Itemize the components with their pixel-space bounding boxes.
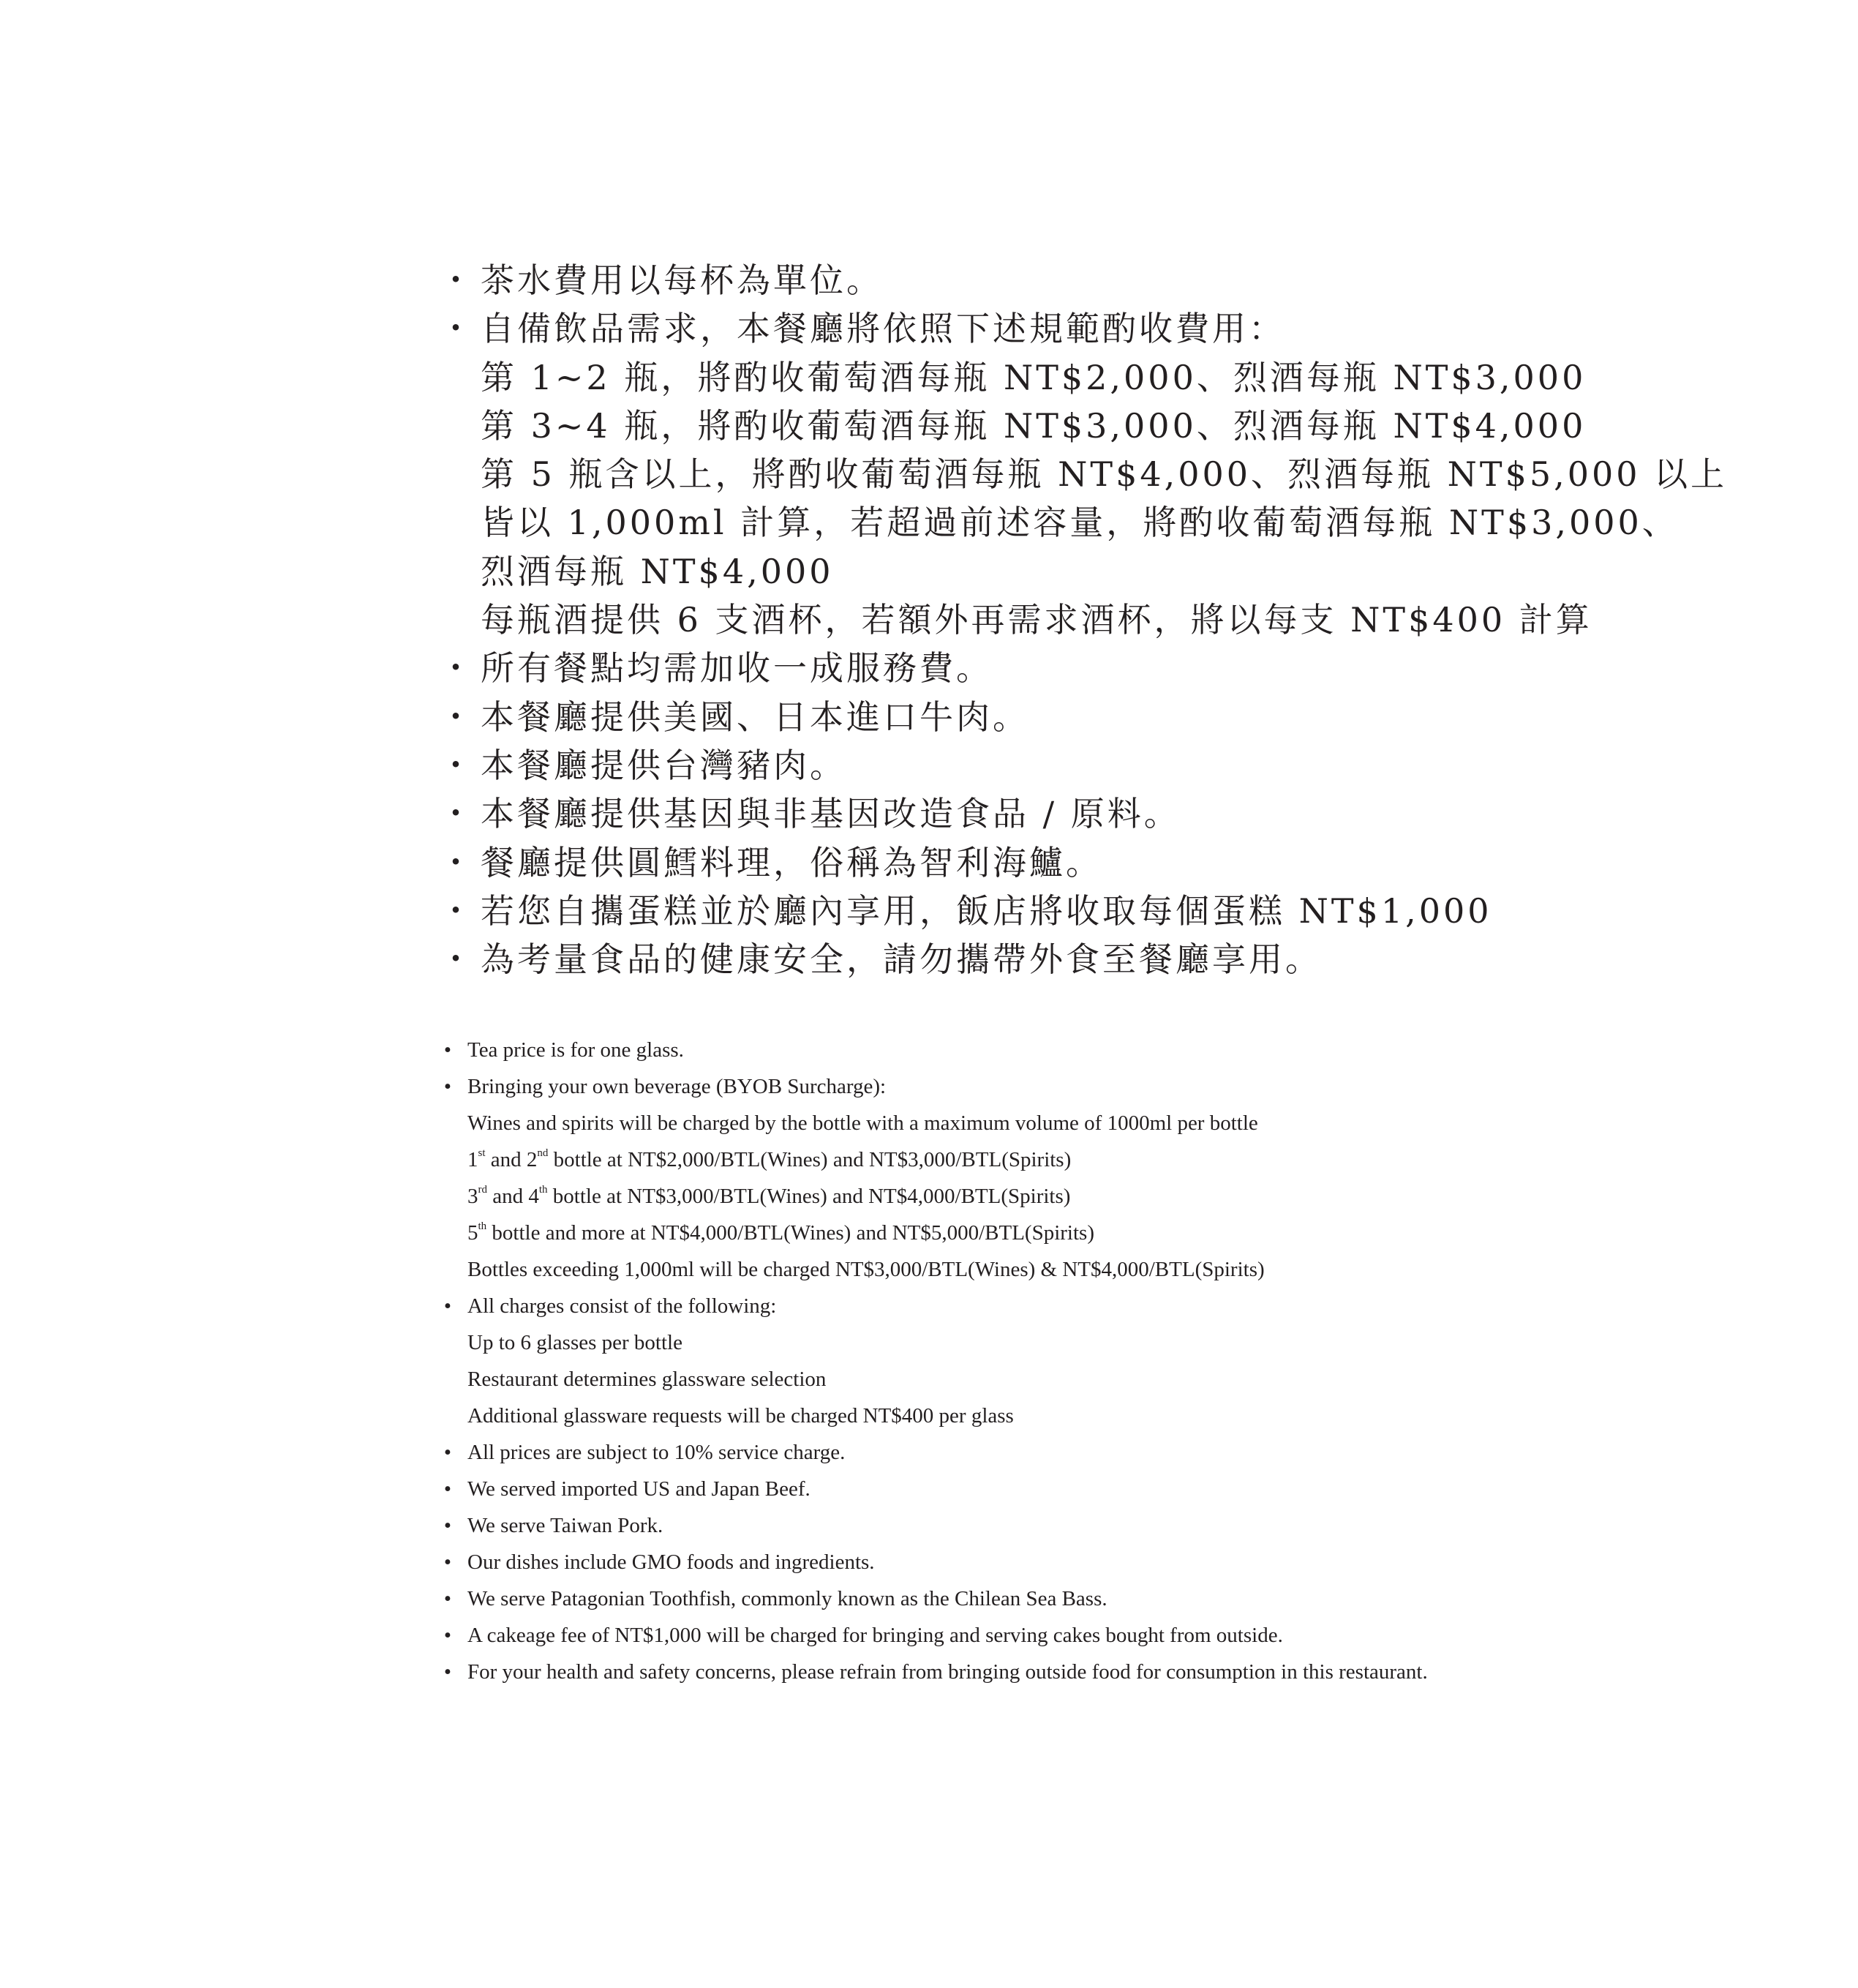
zh-subline-volume-cont [439, 547, 1829, 596]
en-item-text: Restaurant determines glassware selection [467, 1368, 827, 1391]
conjunction: and [485, 1148, 527, 1171]
en-subline-additional [441, 1398, 1816, 1434]
en-item-text [467, 1215, 1094, 1251]
en-item-text: All charges consist of the following: [467, 1294, 777, 1318]
zh-subline-tier-5-plus [439, 450, 1829, 498]
chinese-notice-list [439, 256, 1829, 983]
zh-item-text: 所有餐點均需加收一成服務費。 [481, 648, 993, 689]
bullet: • [443, 1514, 452, 1537]
zh-item-text: 為考量食品的健康安全，請勿攜帶外食至餐廳享用。 [481, 939, 1322, 980]
en-subline-tier-1 [441, 1141, 1816, 1178]
en-item-text: For your health and safety concerns, please refrain from bringing outside food for consumption in this restaurant. [467, 1660, 1428, 1684]
bullet: • [443, 1624, 452, 1647]
en-item-cakeage [441, 1617, 1816, 1654]
zh-item-text: 本餐廳提供台灣豬肉。 [481, 745, 846, 785]
en-item-text: Up to 6 glasses per bottle [467, 1331, 682, 1354]
conjunction: and [487, 1185, 529, 1208]
bullet: ・ [439, 697, 473, 737]
ordinal-suffix: nd [537, 1147, 549, 1159]
zh-subline-volume [439, 498, 1829, 547]
en-item-service [441, 1434, 1816, 1471]
zh-item-text: 皆以 1,000ml 計算，若超過前述容量，將酌收葡萄酒每瓶 NT$3,000、 [481, 503, 1679, 543]
zh-item-text: 自備飲品需求，本餐廳將依照下述規範酌收費用： [481, 309, 1285, 349]
en-item-tea [441, 1032, 1816, 1068]
bullet: ・ [439, 842, 473, 882]
zh-item-pork [439, 741, 1829, 789]
en-item-pork [441, 1507, 1816, 1544]
zh-subline-tier-1-2 [439, 353, 1829, 402]
en-subline-tier-3 [441, 1215, 1816, 1251]
en-item-byob [441, 1068, 1816, 1105]
ordinal-suffix: th [538, 1184, 548, 1196]
zh-item-byob [439, 304, 1829, 353]
zh-item-text: 茶水費用以每杯為單位。 [481, 260, 883, 300]
ordinal-suffix: st [478, 1147, 486, 1159]
bullet: • [443, 1294, 452, 1318]
en-item-text [467, 1178, 1070, 1215]
bullet: • [443, 1477, 452, 1501]
bullet: ・ [439, 260, 473, 300]
bullet: • [443, 1660, 452, 1684]
bullet: • [443, 1550, 452, 1574]
en-item-text: Tea price is for one glass. [467, 1038, 684, 1062]
zh-item-outside-food [439, 935, 1829, 983]
ordinal-suffix: th [478, 1220, 487, 1232]
en-item-text: Additional glassware requests will be charged NT$400 per glass [467, 1404, 1014, 1428]
bullet: ・ [439, 648, 473, 689]
en-item-text: A cakeage fee of NT$1,000 will be charged for bringing and serving cakes bought from outside. [467, 1624, 1283, 1647]
bullet: • [443, 1441, 452, 1464]
en-item-gmo [441, 1544, 1816, 1580]
en-subline-tier-2 [441, 1178, 1816, 1215]
ordinal-number: 4 [528, 1185, 539, 1208]
en-item-text: Wines and spirits will be charged by the bottle with a maximum volume of 1000ml per bottle [467, 1111, 1258, 1135]
zh-item-text: 第 5 瓶含以上，將酌收葡萄酒每瓶 NT$4,000、烈酒每瓶 NT$5,000 以上 [481, 454, 1728, 495]
en-item-outside-food [441, 1654, 1816, 1690]
bullet: ・ [439, 939, 473, 980]
en-item-text: Bottles exceeding 1,000ml will be charged NT$3,000/BTL(Wines) & NT$4,000/BTL(Spirits) [467, 1258, 1265, 1281]
zh-item-text: 若您自攜蛋糕並於廳內享用，飯店將收取每個蛋糕 NT$1,000 [481, 890, 1492, 931]
tier-description: bottle and more at NT$4,000/BTL(Wines) and NT$5,000/BTL(Spirits) [486, 1221, 1094, 1245]
ordinal-number: 2 [526, 1148, 538, 1171]
zh-item-fish [439, 839, 1829, 887]
en-item-text [467, 1141, 1071, 1178]
ordinal-number: 1 [467, 1148, 478, 1171]
tier-description: bottle at NT$3,000/BTL(Wines) and NT$4,000/BTL(Spirits) [547, 1185, 1071, 1208]
en-item-text: All prices are subject to 10% service charge. [467, 1441, 846, 1464]
zh-subline-tier-3-4 [439, 402, 1829, 450]
zh-item-text: 餐廳提供圓鱈料理，俗稱為智利海鱸。 [481, 842, 1102, 882]
zh-item-text: 本餐廳提供美國、日本進口牛肉。 [481, 697, 1029, 737]
zh-item-text: 第 1~2 瓶，將酌收葡萄酒每瓶 NT$2,000、烈酒每瓶 NT$3,000 [481, 357, 1587, 397]
english-notice-list [441, 1032, 1816, 1690]
bullet: ・ [439, 794, 473, 834]
en-item-text: We served imported US and Japan Beef. [467, 1477, 810, 1501]
zh-item-gmo [439, 789, 1829, 838]
zh-item-text: 本餐廳提供基因與非基因改造食品 / 原料。 [481, 794, 1181, 834]
zh-item-text: 烈酒每瓶 NT$4,000 [481, 551, 834, 591]
zh-item-text: 第 3~4 瓶，將酌收葡萄酒每瓶 NT$3,000、烈酒每瓶 NT$4,000 [481, 405, 1587, 446]
bullet: • [443, 1075, 452, 1098]
en-subline-byob-note [441, 1105, 1816, 1141]
zh-subline-glasses [439, 596, 1829, 644]
en-subline-glassware [441, 1361, 1816, 1398]
en-item-text: Bringing your own beverage (BYOB Surcharge): [467, 1075, 887, 1098]
en-item-beef [441, 1471, 1816, 1507]
ordinal-number: 3 [467, 1185, 478, 1208]
en-item-text: We serve Taiwan Pork. [467, 1514, 663, 1537]
ordinal-number: 5 [467, 1221, 478, 1245]
zh-item-tea [439, 256, 1829, 304]
bullet: ・ [439, 745, 473, 785]
en-item-text: We serve Patagonian Toothfish, commonly known as the Chilean Sea Bass. [467, 1587, 1107, 1610]
zh-item-beef [439, 693, 1829, 741]
bullet: ・ [439, 890, 473, 931]
bullet: ・ [439, 309, 473, 349]
en-item-fish [441, 1580, 1816, 1617]
ordinal-suffix: rd [478, 1184, 487, 1196]
bullet: • [443, 1038, 452, 1062]
en-item-text: Our dishes include GMO foods and ingredients. [467, 1550, 875, 1574]
en-subline-exceed [441, 1251, 1816, 1288]
zh-item-service [439, 644, 1829, 692]
tier-description: bottle at NT$2,000/BTL(Wines) and NT$3,000/BTL(Spirits) [548, 1148, 1072, 1171]
bullet: • [443, 1587, 452, 1610]
zh-item-text: 每瓶酒提供 6 支酒杯，若額外再需求酒杯，將以每支 NT$400 計算 [481, 600, 1592, 640]
zh-item-cakeage [439, 887, 1829, 935]
en-item-charges [441, 1288, 1816, 1324]
en-subline-glasses [441, 1324, 1816, 1361]
